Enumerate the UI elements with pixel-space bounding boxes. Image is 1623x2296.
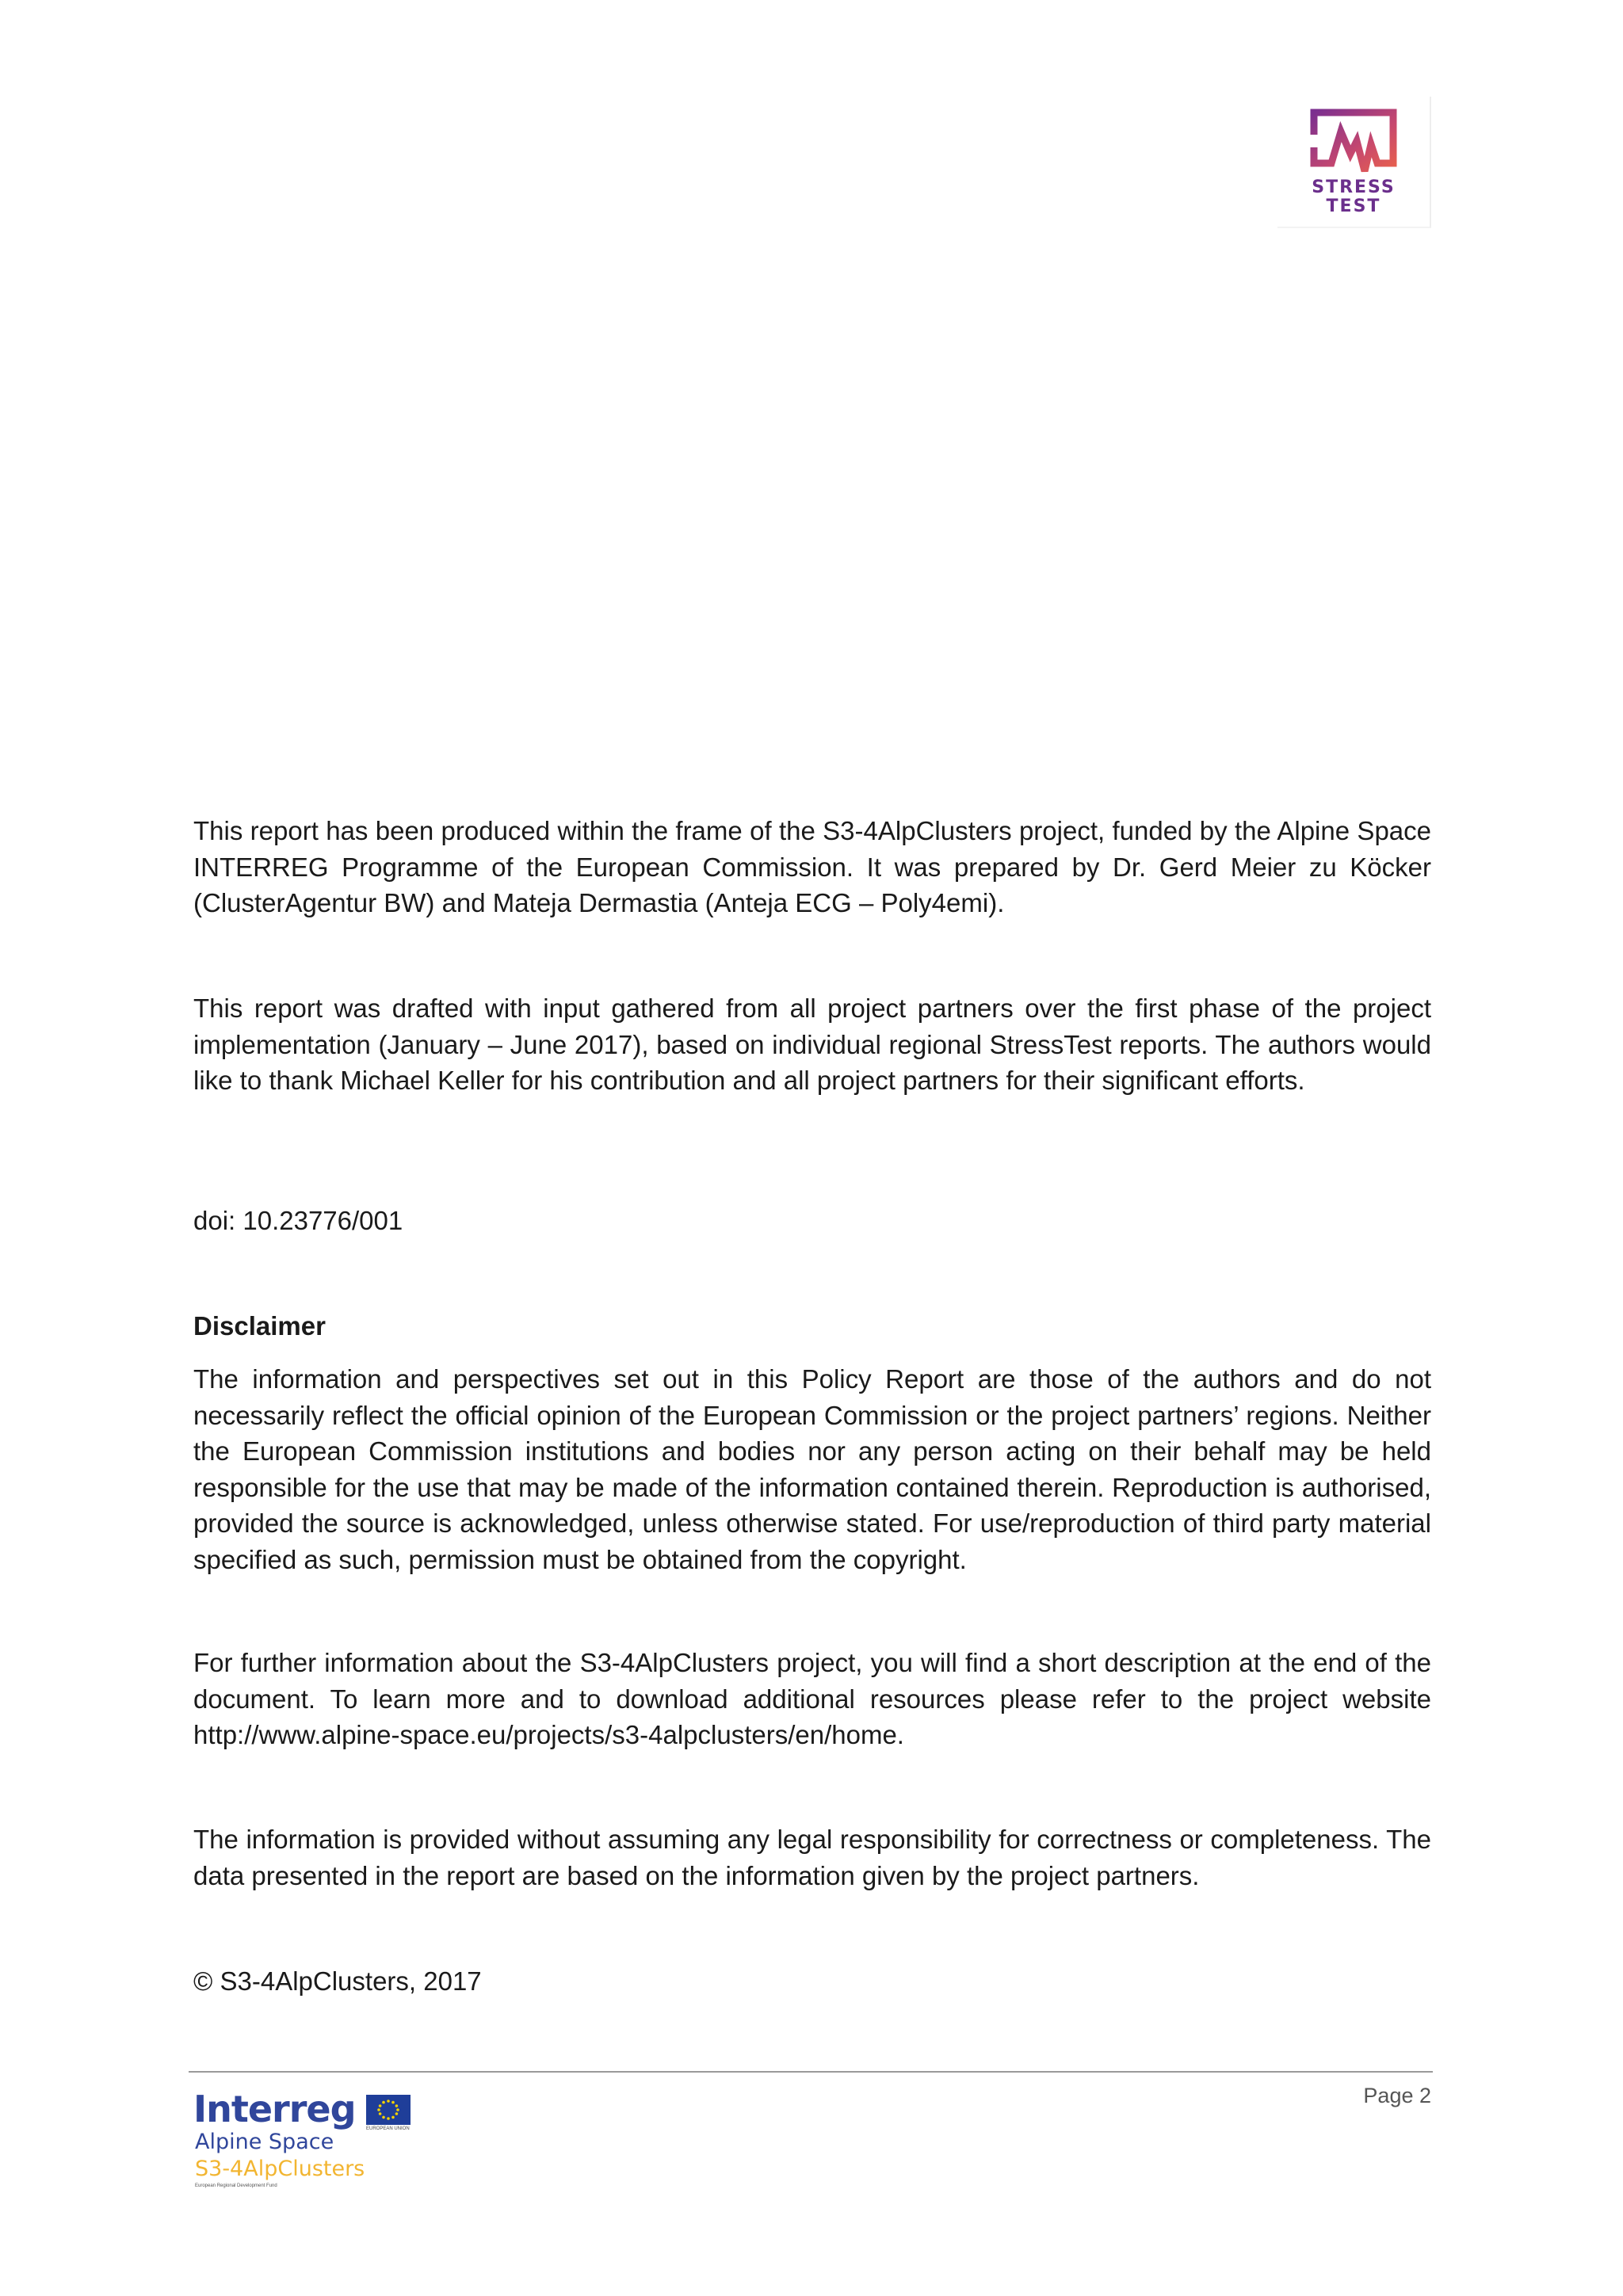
stresstest-logo [1277,97,1431,228]
responsibility-text: The information is provided without assuming any legal responsibility for correctness or completeness. The data presented in the report are based on the information given by the project partners. [193,1825,1431,1890]
acknowledgement-text: This report was drafted with input gathered from all project partners over the first phase of the project implementation (January – June 2017), based on individual regional StressTest reports. The authors would like to thank Michael Keller for his contribution and all project partners for their significant efforts. [193,994,1431,1095]
interreg-logo-word: Interreg [193,2088,356,2130]
interreg-logo [193,2088,415,2191]
doi-line [193,1203,1431,1239]
footer-divider [189,2071,1433,2073]
interreg-logo-fund: European Regional Development Fund [195,2183,277,2188]
further-info-paragraph [193,1645,1431,1753]
intro-text: This report has been produced within the frame of the S3-4AlpClusters project, funded by the Alpine Space INTERREG Programme of the European Commission. It was prepared by Dr. Gerd Meier zu Köcker (ClusterAgentur BW) and Mateja Dermastia (Anteja ECG – Poly4emi). [193,816,1431,917]
eu-flag-icon [366,2095,411,2125]
doi-text: doi: 10.23776/001 [193,1206,403,1235]
interreg-logo-project: S3-4AlpClusters [195,2157,365,2181]
disclaimer-paragraph [193,1361,1431,1577]
acknowledgement-paragraph [193,990,1431,1099]
stresstest-heartbeat-icon [1309,108,1398,176]
responsibility-paragraph [193,1821,1431,1894]
copyright-text: © S3-4AlpClusters, 2017 [193,1966,482,1996]
copyright-line [193,1963,1431,2000]
further-info-text: For further information about the S3-4AlpClusters project, you will find a short description at the end of the document. To learn more and to download additional resources please refer to the project website http://www.alpine-space.eu/projects/s3-4alpclusters/en/home. [193,1648,1431,1749]
stresstest-logo-line2: TEST [1326,196,1381,216]
page-number: Page 2 [1363,2084,1431,2107]
disclaimer-heading: Disclaimer [193,1311,326,1341]
intro-paragraph [193,813,1431,921]
interreg-logo-programme: Alpine Space [195,2130,334,2154]
disclaimer-text: The information and perspectives set out in this Policy Report are those of the authors and do not necessarily reflect the official opinion of the European Commission or the project partners’ regions. Neither the European Commission institutions and bodies nor any person acting on their behalf may be held responsible for the use that may be made of the information contained therein. Reproduction is authorised, provided the source is acknowledged, unless otherwise stated. For use/reproduction of third party material specified as such, permission must be obtained from the copyright. [193,1364,1431,1574]
eu-flag-caption: EUROPEAN UNION [366,2126,410,2131]
stresstest-logo-line1: STRESS [1312,177,1396,197]
